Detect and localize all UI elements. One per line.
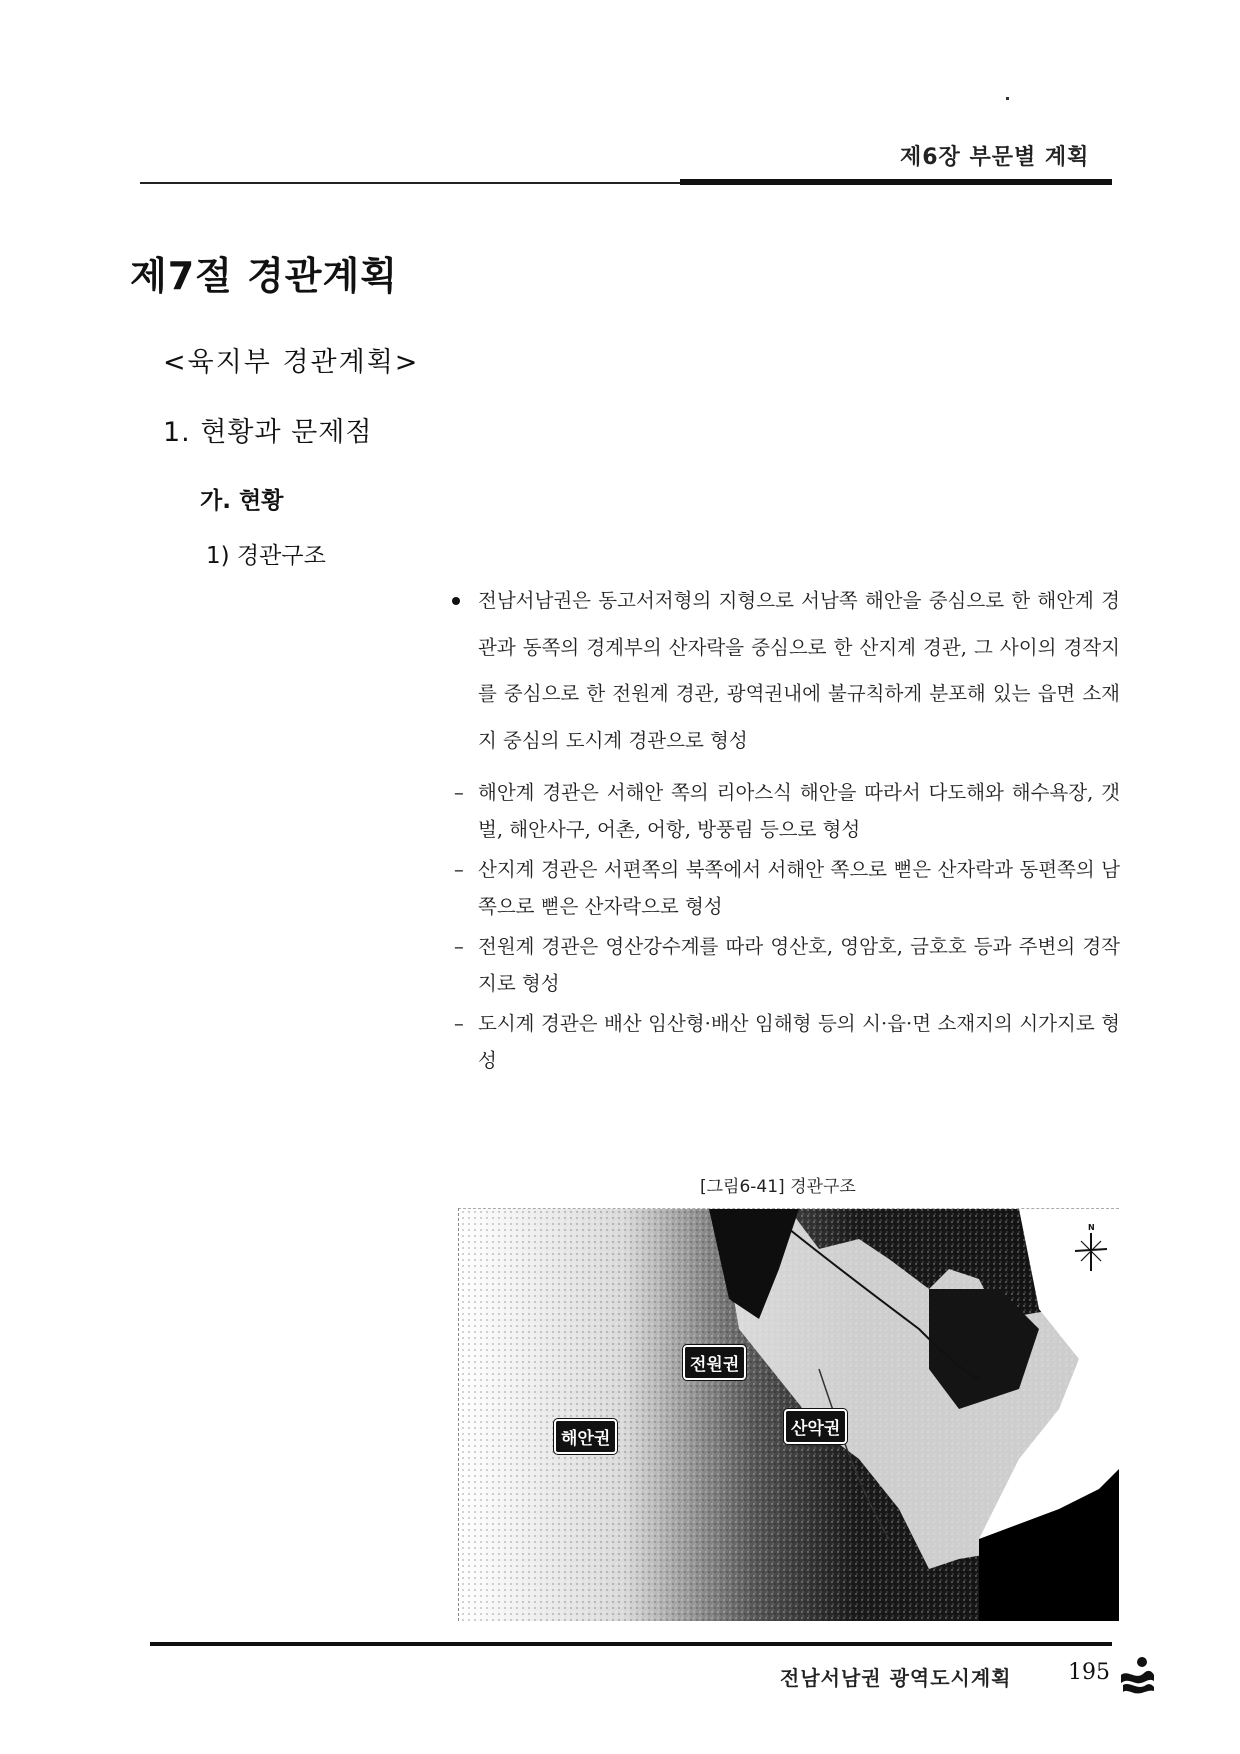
dash-icon: – [454,935,464,958]
scan-artifact [1006,97,1009,100]
bullet-paragraph [452,578,1120,764]
running-head: 제6장 부문별 계획 [900,145,1090,170]
dash-icon: – [454,781,464,804]
footer-rule [150,1642,1112,1646]
dash-icon: – [454,858,464,881]
body-text [452,578,1120,1082]
wave-logo-icon [1118,1655,1156,1695]
list-item [452,1005,1120,1079]
label-mountain-zone: 산악권 [784,1409,847,1444]
label-rural-zone: 전원권 [683,1345,746,1380]
north-arrow-icon [1071,1221,1111,1273]
bullet-text: 전남서남권은 동고서저형의 지형으로 서남쪽 해안을 중심으로 한 해안계 경관과 동쪽의 경계부의 산자락을 중심으로 한 산지계 경관, 그 사이의 경작지를 중심으로 한 전원계 경관, 광역권내에 불규칙하게 분포해 있는 읍면 소재지 중심의 도시계 경관으로 형성 [478,589,1120,752]
header-rule-thick [680,179,1112,185]
header-rule-thin [140,182,680,184]
dash-icon: – [454,1012,464,1035]
list-item [452,774,1120,848]
figure-caption: [그림6-41] 경관구조 [700,1177,856,1197]
heading-level-1: 1. 현황과 문제점 [163,417,373,448]
footer-title: 전남서남권 광역도시계획 [780,1666,1012,1690]
list-item-text: 해안계 경관은 서해안 쪽의 리아스식 해안을 따라서 다도해와 해수욕장, 갯벌, 해안사구, 어촌, 어항, 방풍림 등으로 형성 [478,781,1120,841]
list-item-text: 전원계 경관은 영산강수계를 따라 영산호, 영암호, 금호호 등과 주변의 경작지로 형성 [478,935,1120,995]
subsection-title: <육지부 경관계획> [163,347,420,378]
heading-level-2: 가. 현황 [200,488,284,514]
list-item [452,851,1120,925]
list-item [452,928,1120,1002]
label-coastal-zone: 해안권 [554,1419,617,1454]
heading-level-3: 1) 경관구조 [206,543,326,569]
list-item-text: 도시계 경관은 배산 임산형·배산 임해형 등의 시·읍·면 소재지의 시가지로 형성 [478,1012,1120,1072]
section-title: 제7절 경관계획 [130,254,398,298]
dash-list [452,774,1120,1079]
bullet-icon [452,597,460,605]
landscape-structure-map [458,1208,1119,1621]
page-number: 195 [1068,1660,1110,1685]
svg-text:N: N [1088,1223,1095,1232]
list-item-text: 산지계 경관은 서편쪽의 북쪽에서 서해안 쪽으로 뻗은 산자락과 동편쪽의 남쪽으로 뻗은 산자락으로 형성 [478,858,1120,918]
